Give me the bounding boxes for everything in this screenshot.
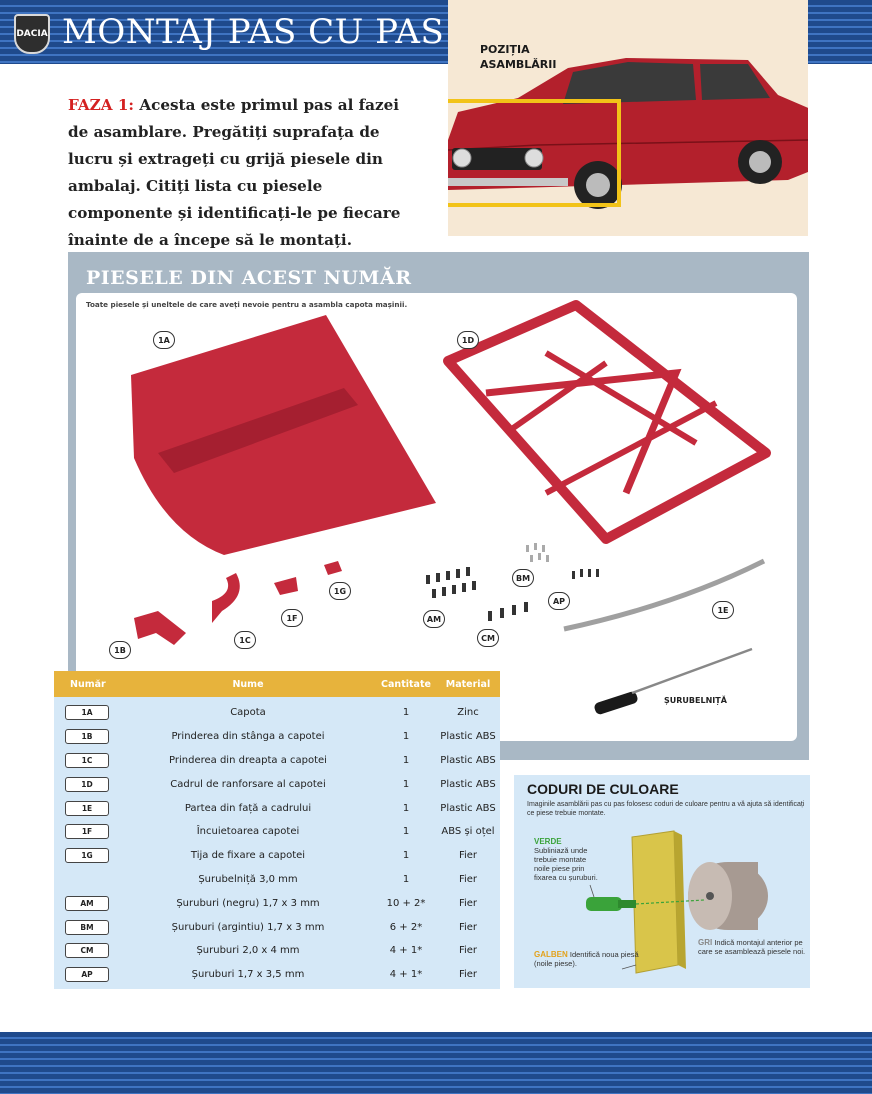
car-illustration [448, 0, 808, 236]
parts-title: PIESELE DIN ACEST NUMĂR [86, 267, 412, 289]
cell-quantity: 1 [402, 850, 410, 862]
code-pill: 1B [65, 729, 109, 744]
table-row [54, 891, 500, 915]
table-row [54, 963, 500, 987]
table-row [54, 749, 500, 773]
cell-name: Prinderea din stânga a capotei [171, 731, 325, 743]
cell-name: Prinderea din dreapta a capotei [169, 754, 327, 766]
cell-name: Șuruburi (negru) 1,7 x 3 mm [176, 897, 320, 909]
cell-code [54, 753, 120, 768]
table-header [54, 671, 500, 697]
cell-name: Tija de fixare a capotei [190, 850, 306, 862]
code-pill: AM [65, 896, 109, 911]
cell-quantity: 1 [402, 802, 410, 814]
cell-quantity: 1 [402, 707, 410, 719]
table-body [54, 697, 500, 987]
badge-cm: CM [477, 629, 499, 647]
screwdriver-label: ȘURUBELNIȚĂ [664, 696, 727, 705]
screws-am [426, 567, 476, 598]
code-pill: 1A [65, 705, 109, 720]
part-1a-hood [131, 315, 436, 555]
cell-material: Plastic ABS [440, 778, 496, 790]
legend-grey-key: GRI [698, 938, 713, 947]
cell-quantity: 10 + 2* [386, 897, 426, 909]
part-1e-strip [564, 561, 764, 629]
phase-label: FAZA 1: [68, 96, 135, 114]
color-codes-panel [514, 775, 810, 988]
color-codes-title: CODURI DE CULOARE [527, 781, 679, 797]
badge-am: AM [423, 610, 445, 628]
cell-material: Fier [458, 969, 478, 981]
cell-quantity: 4 + 1* [389, 969, 423, 981]
parts-table [54, 671, 500, 989]
header-name: Nume [232, 678, 264, 690]
cell-material: Zinc [457, 707, 479, 719]
table-row [54, 796, 500, 820]
badge-1d: 1D [457, 331, 479, 349]
legend-grey-text: Indică montajul anterior pe care se asamblează piesele noi. [698, 938, 806, 956]
cell-code [54, 777, 120, 792]
badge-bm: BM [512, 569, 534, 587]
position-label-line2: ASAMBLĂRII [480, 58, 557, 71]
cell-quantity: 4 + 1* [389, 945, 423, 957]
badge-1b: 1B [109, 641, 131, 659]
part-1b [134, 611, 186, 645]
page-title: MONTAJ PAS CU PAS [62, 12, 445, 52]
code-pill: BM [65, 920, 109, 935]
legend-green [534, 837, 604, 882]
badge-1f: 1F [281, 609, 303, 627]
intro-text: Acesta este primul pas al fazei de asamblare. Pregătiți suprafața de lucru și extrageți cu grijă piesele din ambalaj. Citiți lista cu piesele componente și identificați-le pe fiecare înainte de a începe să le montați. [68, 96, 401, 249]
screws-cm [488, 602, 528, 621]
cell-code [54, 848, 120, 863]
cell-code [54, 801, 120, 816]
table-row [54, 725, 500, 749]
part-1d-frame [448, 305, 766, 539]
table-row [54, 844, 500, 868]
cell-material: Fier [458, 921, 478, 933]
code-pill: 1D [65, 777, 109, 792]
badge-1c: 1C [234, 631, 256, 649]
table-row [54, 939, 500, 963]
cell-material: Fier [458, 945, 478, 957]
cell-material: Fier [458, 873, 478, 885]
screws-ap [572, 569, 599, 579]
cell-material: Fier [458, 850, 478, 862]
cell-code [54, 729, 120, 744]
cell-name: Cadrul de ranforsare al capotei [170, 778, 326, 790]
code-pill: 1G [65, 848, 109, 863]
position-label-line1: POZIȚIA [480, 43, 530, 56]
table-row [54, 701, 500, 725]
cell-name: Șuruburi 2,0 x 4 mm [196, 945, 300, 957]
cell-code [54, 943, 120, 958]
table-row [54, 772, 500, 796]
cell-name: Șurubelniță 3,0 mm [198, 873, 298, 885]
code-pill: 1F [65, 824, 109, 839]
badge-1e: 1E [712, 601, 734, 619]
legend-green-text: Subliniază unde trebuie montate noile piese prin fixarea cu șuruburi. [534, 846, 598, 882]
cell-name: Partea din față a cadrului [184, 802, 312, 814]
badge-1g: 1G [329, 582, 351, 600]
cell-quantity: 1 [402, 754, 410, 766]
code-pill: AP [65, 967, 109, 982]
parts-caption: Toate piesele și uneltele de care aveți nevoie pentru a asambla capota mașinii. [86, 300, 408, 309]
table-row [54, 820, 500, 844]
part-1g [324, 561, 342, 575]
legend-yellow-key: GALBEN [534, 950, 568, 959]
cell-code [54, 920, 120, 935]
screws-bm [526, 543, 549, 562]
cell-name: Șuruburi (argintiu) 1,7 x 3 mm [171, 921, 325, 933]
cell-code [54, 824, 120, 839]
cell-quantity: 1 [402, 873, 410, 885]
legend-green-key: VERDE [534, 837, 562, 846]
cell-quantity: 1 [402, 778, 410, 790]
legend-grey [698, 938, 808, 956]
color-codes-description: Imaginile asamblării pas cu pas folosesc coduri de culoare pentru a vă ajuta să identificați ce piese trebuie montate. [527, 801, 805, 817]
cell-material: Plastic ABS [440, 731, 496, 743]
cell-quantity: 6 + 2* [389, 921, 423, 933]
cell-material: ABS și oțel [441, 826, 495, 838]
cell-code [54, 896, 120, 911]
legend-yellow-text: Identifică noua piesă (noile piese). [534, 950, 639, 968]
code-pill: 1C [65, 753, 109, 768]
cell-name: Încuietoarea capotei [196, 826, 300, 838]
intro-paragraph [68, 92, 408, 254]
header-quantity: Cantitate [381, 678, 431, 690]
cell-quantity: 1 [402, 731, 410, 743]
part-1f [274, 577, 298, 595]
footer-stripes [0, 1032, 872, 1094]
cell-name: Capota [230, 707, 266, 719]
table-row [54, 868, 500, 892]
header-number: Număr [70, 678, 106, 690]
legend-yellow [534, 950, 644, 968]
assembly-position-panel [448, 0, 808, 236]
screwdriver [593, 649, 752, 716]
cell-code [54, 967, 120, 982]
cell-material: Plastic ABS [440, 754, 496, 766]
badge-ap: AP [548, 592, 570, 610]
cell-material: Fier [458, 897, 478, 909]
cell-quantity: 1 [402, 826, 410, 838]
part-1c [212, 573, 240, 623]
logo-text: DACIA [16, 29, 48, 39]
badge-1a: 1A [153, 331, 175, 349]
header-material: Material [445, 678, 491, 690]
code-pill: 1E [65, 801, 109, 816]
cell-name: Șuruburi 1,7 x 3,5 mm [191, 969, 305, 981]
cell-material: Plastic ABS [440, 802, 496, 814]
table-row [54, 915, 500, 939]
dacia-logo [14, 14, 50, 54]
code-pill: CM [65, 943, 109, 958]
cell-code [54, 705, 120, 720]
